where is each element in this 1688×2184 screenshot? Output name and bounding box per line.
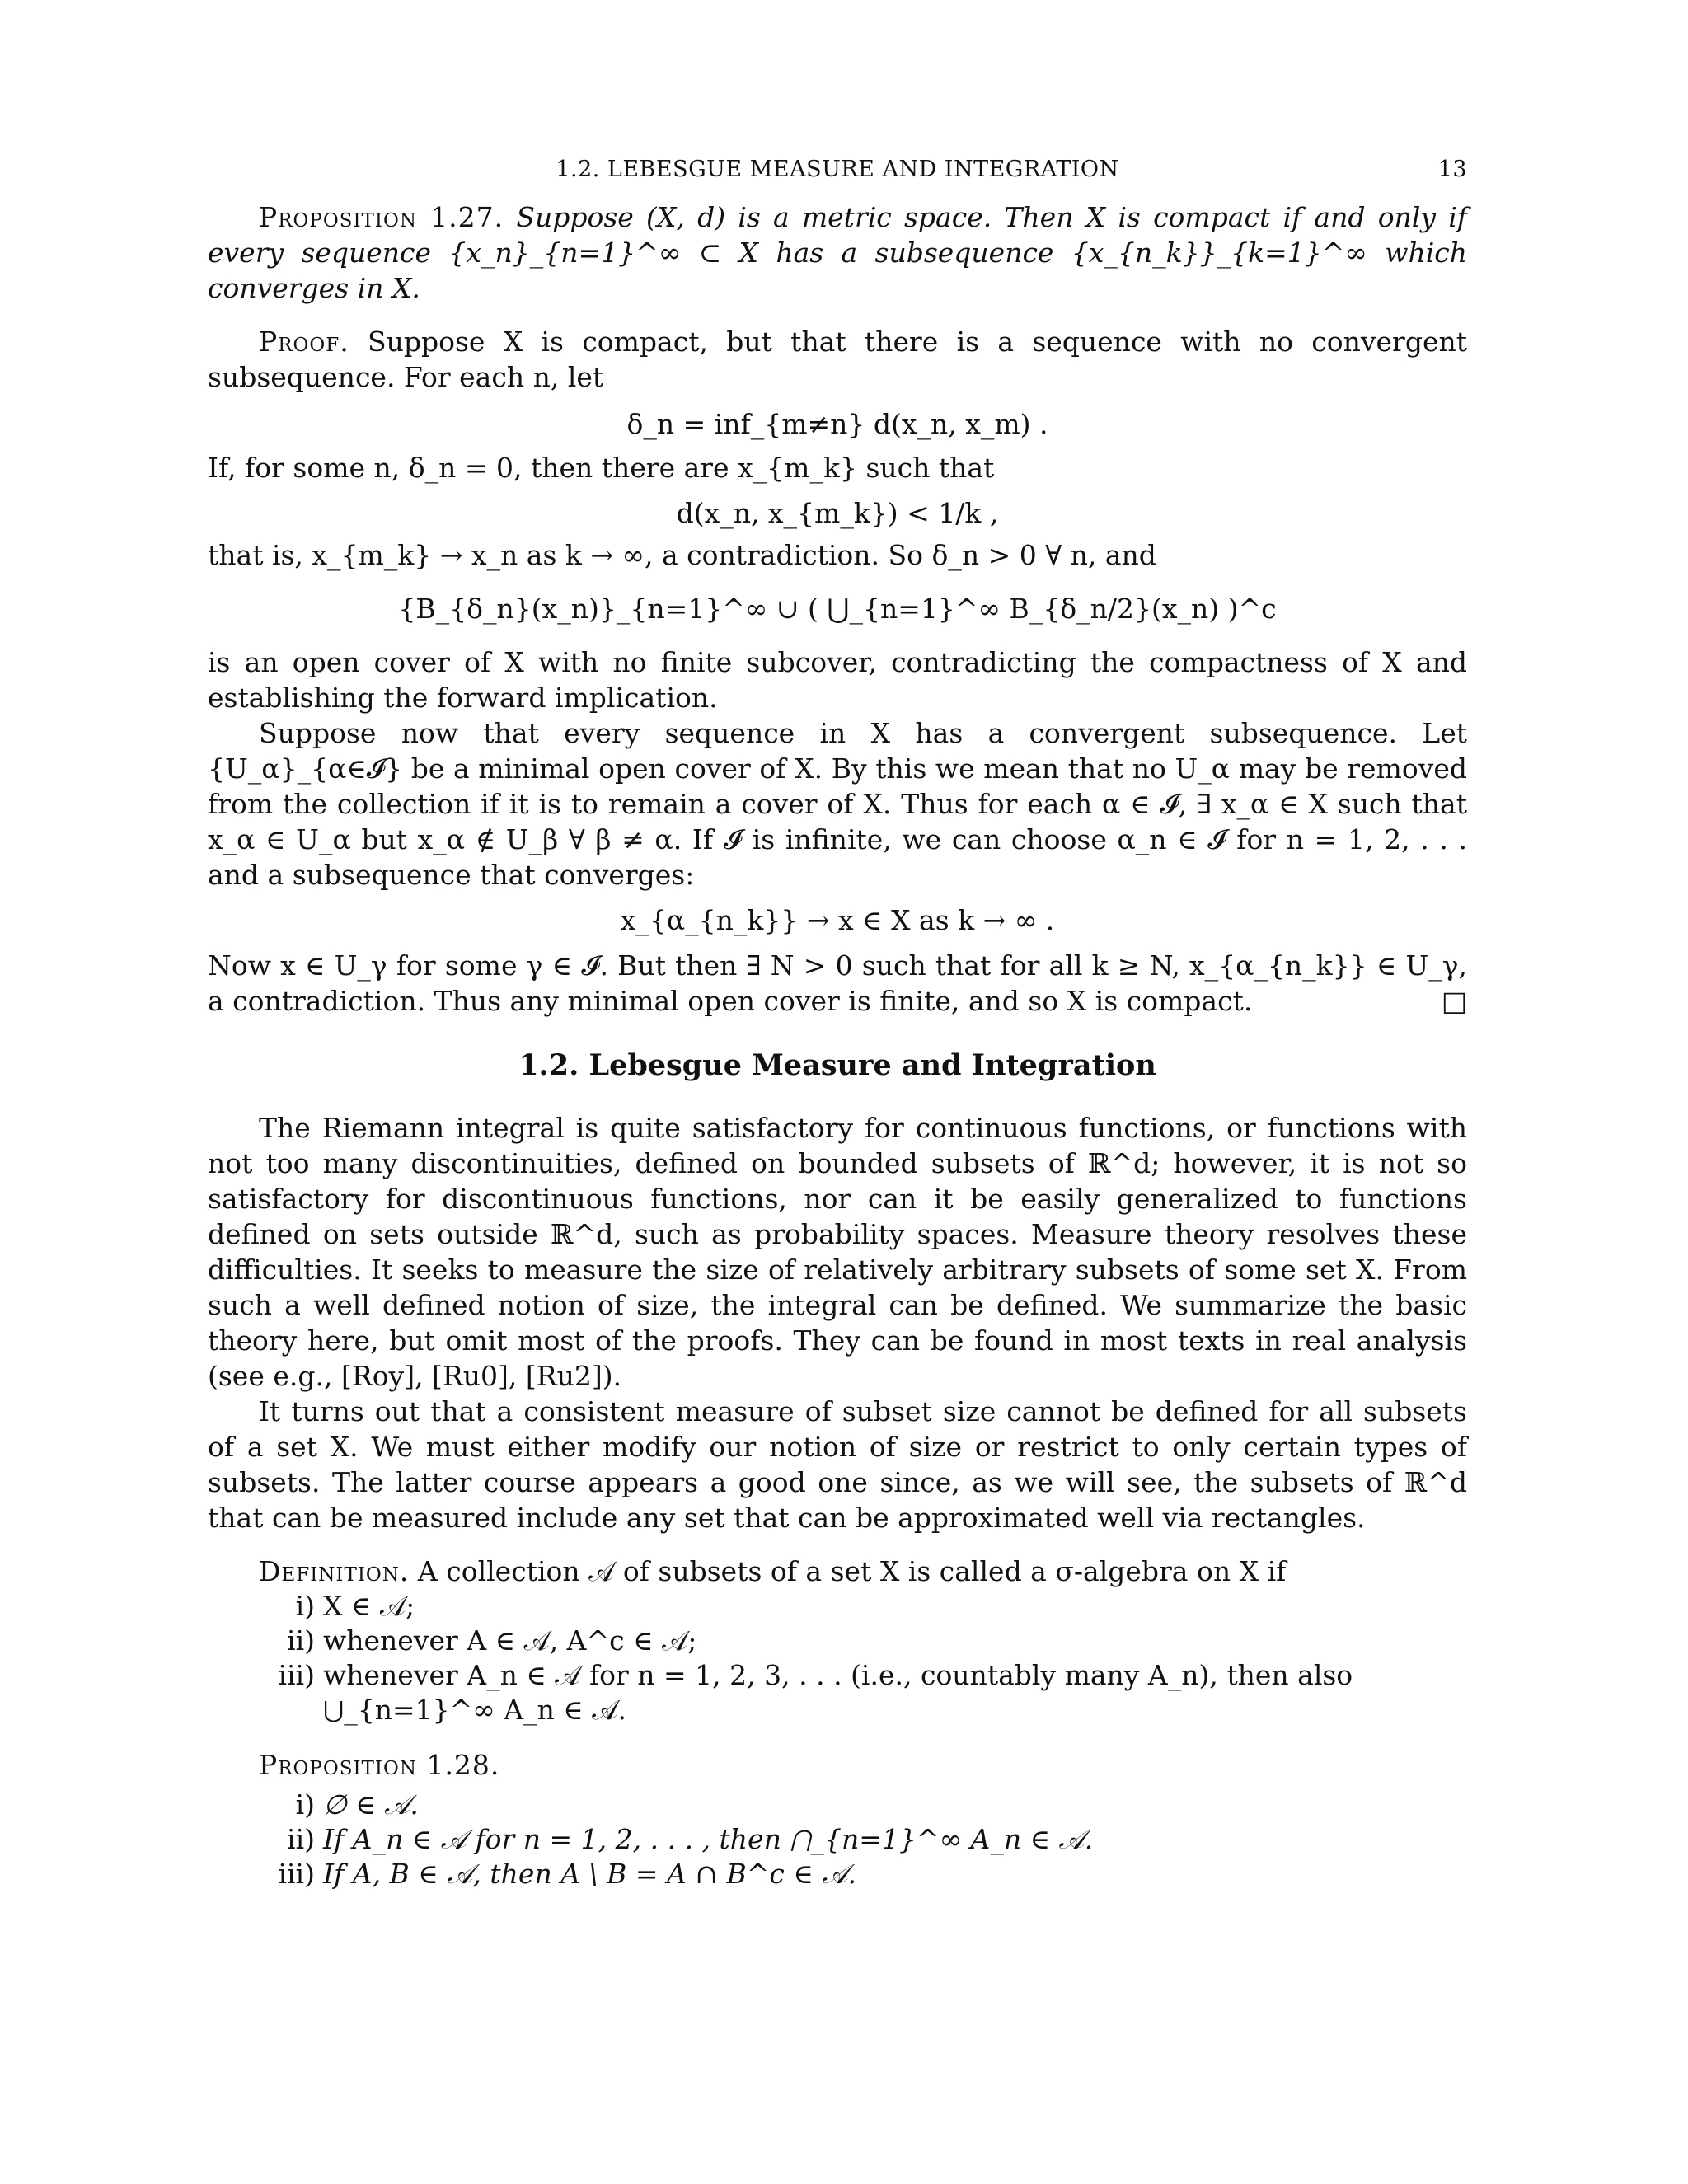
list-item-text: If A_n ∈ 𝒜 for n = 1, 2, . . . , then ⋂_{n=1}^∞ A_n ∈ 𝒜. — [323, 1823, 1094, 1855]
page-number: 13 — [1437, 157, 1467, 182]
list-item-text: If A, B ∈ 𝒜, then A \ B = A ∩ B^c ∈ 𝒜. — [323, 1858, 856, 1890]
list-item-text: X ∈ 𝒜; — [323, 1590, 415, 1622]
list-item-label: ii) — [287, 1624, 315, 1657]
proof-paragraph-3: that is, x_{m_k} → x_n as k → ∞, a contradiction. So δ_n > 0 ∀ n, and — [208, 539, 1156, 571]
list-item — [208, 1857, 1467, 1891]
proof-paragraph-6 — [208, 948, 1467, 1019]
proof-paragraph-2: If, for some n, δ_n = 0, then there are x_{m_k} such that — [208, 452, 995, 484]
page — [208, 157, 1467, 1891]
proposition-text: Suppose (X, d) is a metric space. Then X is compact if and only if every sequence {x_n}_{n=1}^∞ ⊂ X has a subsequence {x_{n_k}}_{k=1}^∞ which converges in X. — [208, 201, 1467, 304]
section-heading: 1.2. Lebesgue Measure and Integration — [518, 1048, 1156, 1082]
list-item — [208, 1658, 1467, 1727]
proof-paragraph-1 — [208, 324, 1467, 395]
proof-label: Proof. — [259, 326, 349, 358]
list-item-label: iii) — [278, 1659, 315, 1691]
list-item — [208, 1589, 1467, 1624]
proof-text-6: Now x ∈ U_γ for some γ ∈ 𝓘. But then ∃ N > 0 such that for all k ≥ N, x_{α_{n_k}} ∈ U_γ, a contradiction. Thus any minimal open cover is finite, and so X is compact. — [208, 949, 1467, 1017]
list-item-text: whenever A ∈ 𝒜, A^c ∈ 𝒜; — [323, 1624, 697, 1657]
body-paragraph-2: It turns out that a consistent measure of subset size cannot be defined for all subsets of a set X. We must either modify our notion of size or restrict to only certain types of subsets. The latter course appears a good one since, as we will see, the subsets of ℝ^d that can be measured include any set that can be approximated well via rectangles. — [208, 1395, 1467, 1534]
list-item-label: ii) — [287, 1823, 315, 1855]
list-item-text: whenever A_n ∈ 𝒜 for n = 1, 2, 3, . . . (i.e., countably many A_n), then also ⋃_{n=1}^∞ A_n ∈ 𝒜. — [323, 1659, 1353, 1726]
list-item-text: ∅ ∈ 𝒜. — [323, 1788, 419, 1821]
equation-cover: {B_{δ_n}(x_n)}_{n=1}^∞ ∪ ( ⋃_{n=1}^∞ B_{δ_n/2}(x_n) )^c — [398, 593, 1277, 625]
equation-subsequence: x_{α_{n_k}} → x ∈ X as k → ∞ . — [620, 904, 1055, 936]
list-item — [208, 1624, 1467, 1658]
proposition-1-28 — [208, 1747, 1467, 1783]
proposition-label: Proposition 1.27. — [259, 201, 504, 233]
definition-text: A collection 𝒜 of subsets of a set X is called a σ-algebra on X if — [417, 1555, 1287, 1587]
definition — [208, 1554, 1467, 1589]
proposition-label: Proposition 1.28. — [259, 1749, 500, 1781]
list-item — [208, 1788, 1467, 1822]
qed-symbol: □ — [1441, 985, 1467, 1017]
definition-label: Definition. — [259, 1555, 410, 1587]
proposition-list — [208, 1788, 1467, 1891]
running-header — [208, 157, 1467, 190]
list-item-label: i) — [295, 1788, 315, 1821]
equation-distance: d(x_n, x_{m_k}) < 1/k , — [676, 497, 999, 529]
running-title: 1.2. LEBESGUE MEASURE AND INTEGRATION — [556, 157, 1119, 182]
proof-paragraph-5: Suppose now that every sequence in X has a convergent subsequence. Let {U_α}_{α∈𝓘} be a minimal open cover of X. By this we mean that no U_α may be removed from the collection if it is to remain a cover of X. Thus for each α ∈ 𝓘, ∃ x_α ∈ X such that x_α ∈ U_α but x_α ∉ U_β ∀ β ≠ α. If 𝓘 is infinite, we can choose α_n ∈ 𝓘 for n = 1, 2, . . . and a subsequence that converges: — [208, 717, 1467, 891]
proposition-1-27 — [208, 199, 1467, 306]
definition-list — [208, 1589, 1467, 1727]
list-item-label: iii) — [278, 1858, 315, 1890]
list-item-label: i) — [295, 1590, 315, 1622]
proof-text-1: Suppose X is compact, but that there is a sequence with no convergent subsequence. For each n, let — [208, 326, 1467, 393]
proof-paragraph-4: is an open cover of X with no finite subcover, contradicting the compactness of X and establishing the forward implication. — [208, 646, 1467, 714]
equation-delta: δ_n = inf_{m≠n} d(x_n, x_m) . — [626, 408, 1048, 440]
body-paragraph-1: The Riemann integral is quite satisfactory for continuous functions, or functions with not too many discontinuities, defined on bounded subsets of ℝ^d; however, it is not so satisfactory for discontinuous functions, nor can it be easily generalized to functions defined on sets outside ℝ^d, such as probability spaces. Measure theory resolves these difficulties. It seeks to measure the size of relatively arbitrary subsets of some set X. From such a well defined notion of size, the integral can be defined. We summarize the basic theory here, but omit most of the proofs. They can be found in most texts in real analysis (see e.g., [Roy], [Ru0], [Ru2]). — [208, 1112, 1467, 1392]
list-item — [208, 1822, 1467, 1857]
